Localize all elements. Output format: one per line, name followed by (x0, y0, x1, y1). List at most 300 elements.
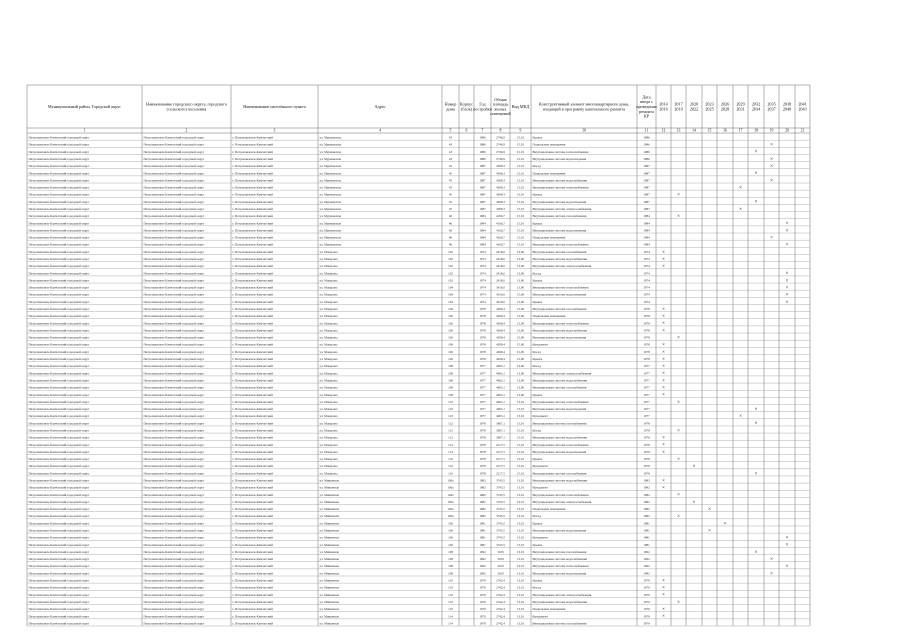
cell-c4: ул. Мурманская (319, 185, 341, 190)
cell-c2: Петропавловск-Камчатский городской округ (143, 585, 205, 590)
cell-c3: г. Петропавловск-Камчатский (232, 378, 273, 383)
cell-c2: Петропавловск-Камчатский городской округ (143, 349, 205, 354)
cell-c7: 1982 (479, 478, 486, 483)
cell-c8: 4299,4 (496, 314, 505, 319)
cell-c10: Крыша (532, 457, 543, 462)
schedule-mark-icon: × (662, 436, 665, 442)
cell-c3: г. Петропавловск-Камчатский (232, 399, 273, 404)
column-number-y9: 20 (785, 128, 789, 133)
cell-c7: 1977 (479, 364, 486, 369)
cell-c10: Внутридомовая система газоснабжения (532, 471, 587, 476)
cell-c11: 1981 (643, 521, 650, 526)
cell-c8: 2746,9 (496, 135, 505, 140)
cell-c5: 46 (448, 221, 453, 226)
cell-c3: г. Петропавловск-Камчатский (232, 192, 273, 197)
cell-c8: 3743,5 (496, 535, 505, 540)
cell-c4: ул. Мишенная (319, 492, 339, 497)
cell-c11: 1977 (643, 407, 650, 412)
cell-c9: 13,01 (516, 621, 525, 626)
cell-c11: 1978 (643, 449, 650, 454)
cell-c7: 1978 (479, 307, 486, 312)
cell-c11: 1977 (643, 392, 650, 397)
column-header-c2: Наименование городского округа, городского (сельского) поселения (146, 101, 227, 112)
cell-c5: 102 (448, 278, 453, 283)
cell-c10: Внутридомовая система теплоснабжения (532, 492, 589, 497)
cell-c11: 1978 (643, 328, 650, 333)
cell-c9: 13,01 (516, 514, 525, 519)
cell-c2: Петропавловск-Камчатский городской округ (143, 592, 205, 597)
cell-c10: Внутридомовая система газоснабжения (532, 385, 587, 390)
cell-c1: Петропавловск-Камчатский городской округ (28, 614, 90, 619)
cell-c5: 106 (448, 328, 453, 333)
cell-c9: 13,01 (516, 578, 525, 583)
cell-c3: г. Петропавловск-Камчатский (232, 571, 273, 576)
cell-c7: 1992 (479, 549, 486, 554)
cell-c1: Петропавловск-Камчатский городской округ (28, 314, 90, 319)
cell-c1: Петропавловск-Камчатский городской округ (28, 599, 90, 604)
cell-c10: Внутридомовая система электроснабжения (532, 592, 592, 597)
cell-c2: Петропавловск-Камчатский городской округ (143, 614, 205, 619)
schedule-mark-icon: × (662, 478, 665, 484)
cell-c4: ул. Макарова (319, 292, 338, 297)
cell-c7: 1987 (479, 206, 486, 211)
cell-c3: г. Петропавловск-Камчатский (232, 156, 273, 161)
cell-c11: 1982 (643, 514, 650, 519)
cell-c5: 106 (448, 521, 453, 526)
cell-c11: 1982 (643, 485, 650, 490)
cell-c10: Внутридомовая система теплоснабжения (532, 285, 589, 290)
table-row (29, 136, 651, 141)
cell-c5: 106а (447, 507, 454, 512)
cell-c5: 108 (448, 392, 453, 397)
cell-c1: Петропавловск-Камчатский городской округ (28, 457, 90, 462)
cell-c9: 13,01 (516, 614, 525, 619)
cell-c5: 110 (448, 585, 453, 590)
cell-c2: Петропавловск-Камчатский городской округ (143, 528, 205, 533)
cell-c11: 1978 (643, 335, 650, 340)
cell-c7: 1979 (479, 599, 486, 604)
schedule-mark-icon: × (677, 600, 680, 606)
cell-c11: 1974 (643, 285, 650, 290)
cell-c8: 2217,5 (496, 449, 505, 454)
cell-c4: ул. Мишенная (319, 535, 339, 540)
cell-c4: ул. Мурманская (319, 192, 341, 197)
cell-c7: 1984 (479, 214, 486, 219)
cell-c3: г. Петропавловск-Камчатский (232, 599, 273, 604)
cell-c2: Петропавловск-Камчатский городской округ (143, 185, 205, 190)
cell-c7: 1978 (479, 328, 486, 333)
table-header (48, 94, 807, 132)
cell-c10: Крыша (532, 135, 543, 140)
cell-c5: 110 (448, 578, 453, 583)
cell-c1: Петропавловск-Камчатский городской округ (28, 321, 90, 326)
cell-c9: 13,00 (516, 378, 525, 383)
cell-c4: ул. Мурманская (319, 221, 341, 226)
cell-c3: г. Петропавловск-Камчатский (232, 492, 273, 497)
column-header-y3: 2020 2022 (689, 101, 699, 112)
cell-c4: ул. Мишенная (319, 585, 339, 590)
cell-c4: ул. Макарова (319, 407, 338, 412)
cell-c3: г. Петропавловск-Камчатский (232, 514, 273, 519)
cell-c3: г. Петропавловск-Камчатский (232, 357, 273, 362)
column-number-y5: 16 (723, 128, 727, 133)
column-number-y1: 12 (661, 128, 666, 133)
cell-c4: ул. Макарова (319, 471, 338, 476)
cell-c7: 1986 (479, 142, 486, 147)
cell-c9: 15,01 (516, 421, 525, 426)
cell-c7: 1977 (479, 399, 486, 404)
cell-c8: 4299,4 (496, 307, 505, 312)
schedule-mark-icon: × (677, 214, 680, 220)
cell-c8: 4308,3 (496, 199, 505, 204)
cell-c11: 1982 (643, 507, 650, 512)
cell-c4: ул. Мурманская (319, 142, 341, 147)
cell-c10: Внутридомовая система теплоснабжения (532, 564, 589, 569)
cell-c3: г. Петропавловск-Камчатский (232, 549, 273, 554)
cell-c9: 15,01 (516, 435, 525, 440)
cell-c10: Внутридомовая система водоснабжения (532, 599, 587, 604)
cell-c7: 1978 (479, 349, 486, 354)
cell-c1: Петропавловск-Камчатский городской округ (28, 257, 90, 262)
column-number-c1: 1 (83, 128, 86, 133)
cell-c1: Петропавловск-Камчатский городской округ (28, 164, 90, 169)
cell-c11: 1987 (643, 206, 650, 211)
cell-c11: 1981 (643, 528, 650, 533)
schedule-mark-icon: × (754, 200, 758, 206)
cell-c8: 4299,4 (496, 321, 505, 326)
cell-c9: 15,00 (516, 328, 525, 333)
column-number-c11: 11 (644, 128, 649, 133)
schedule-mark-icon: × (785, 278, 789, 284)
cell-c9: 13,01 (516, 478, 525, 483)
cell-c5: 114 (448, 442, 453, 447)
cell-c10: Внутридомовая система газоснабжения (532, 549, 587, 554)
cell-c4: ул. Макарова (319, 385, 338, 390)
cell-c1: Петропавловск-Камчатский городской округ (28, 264, 90, 269)
column-header-c7: Год постройки (473, 101, 492, 112)
cell-c1: Петропавловск-Камчатский городской округ (28, 492, 90, 497)
cell-c9: 15,01 (516, 221, 525, 226)
cell-c1: Петропавловск-Камчатский городской округ (28, 378, 90, 383)
cell-c5: 112 (448, 435, 453, 440)
cell-c3: г. Петропавловск-Камчатский (232, 464, 273, 469)
cell-c5: 108 (448, 385, 453, 390)
cell-c5: 45 (448, 164, 453, 169)
cell-c10: Внутридомовая система водоотведения (532, 199, 587, 204)
cell-c7: 1979 (479, 578, 486, 583)
cell-c3: г. Петропавловск-Камчатский (232, 335, 273, 340)
cell-c5: 108 (448, 571, 453, 576)
table-body (29, 136, 789, 627)
cell-c7: 1992 (479, 564, 486, 569)
schedule-mark-icon: × (770, 571, 773, 577)
schedule-mark-icon: × (754, 150, 758, 156)
cell-c4: ул. Мурманская (319, 235, 341, 240)
cell-c1: Петропавловск-Камчатский городской округ (28, 478, 90, 483)
cell-c2: Петропавловск-Камчатский городской округ (143, 192, 205, 197)
cell-c3: г. Петропавловск-Камчатский (232, 328, 273, 333)
cell-c11: 1992 (643, 557, 650, 562)
cell-c2: Петропавловск-Камчатский городской округ (143, 149, 205, 154)
cell-c11: 1986 (643, 135, 650, 140)
cell-c1: Петропавловск-Камчатский городской округ (28, 414, 90, 419)
cell-c2: Петропавловск-Камчатский городской округ (143, 242, 205, 247)
cell-c8: 3743,5 (496, 542, 505, 547)
cell-c2: Петропавловск-Камчатский городской округ (143, 271, 205, 276)
cell-c10: Фасад (532, 428, 541, 433)
cell-c11: 1987 (643, 185, 650, 190)
column-number-c8: 8 (499, 128, 502, 133)
cell-c11: 1978 (643, 471, 650, 476)
column-header-c1: Муниципальный район, Городской округ (47, 104, 122, 109)
cell-c7: 1984 (479, 242, 486, 247)
cell-c5: 116 (448, 471, 453, 476)
cell-c11: 1979 (643, 607, 650, 612)
cell-c9: 13,00 (516, 371, 525, 376)
cell-c5: 45 (448, 178, 453, 183)
schedule-mark-icon: × (662, 257, 665, 263)
column-header-c11: Дата ввода с проведения ремонта КР (636, 94, 657, 119)
cell-c2: Петропавловск-Камчатский городской округ (143, 221, 205, 226)
cell-c8: 3743,5 (496, 478, 505, 483)
cell-c8: 4063,1 (496, 407, 505, 412)
cell-c11: 1982 (643, 478, 650, 483)
cell-c2: Петропавловск-Камчатский городской округ (143, 357, 205, 362)
cell-c2: Петропавловск-Камчатский городской округ (143, 428, 205, 433)
cell-c1: Петропавловск-Камчатский городской округ (28, 357, 90, 362)
cell-c1: Петропавловск-Камчатский городской округ (28, 135, 90, 140)
cell-c1: Петропавловск-Камчатский городской округ (28, 464, 90, 469)
cell-c11: 1978 (643, 435, 650, 440)
cell-c9: 13,01 (516, 549, 525, 554)
table-row (29, 621, 651, 626)
cell-c4: ул. Мишенная (319, 528, 339, 533)
cell-c1: Петропавловск-Камчатский городской округ (28, 571, 90, 576)
cell-c11: 1978 (643, 464, 650, 469)
schedule-mark-icon: × (662, 264, 665, 270)
cell-c4: ул. Мурманская (319, 171, 341, 176)
cell-c7: 1978 (479, 464, 486, 469)
cell-c7: 1979 (479, 621, 486, 626)
schedule-mark-icon: × (662, 614, 665, 620)
cell-c9: 13,00 (516, 278, 525, 283)
schedule-mark-icon: × (739, 414, 742, 420)
cell-c5: 102 (448, 249, 453, 254)
cell-c9: 13,01 (516, 492, 525, 497)
schedule-mark-icon: × (785, 243, 789, 249)
cell-c9: 13,01 (516, 507, 525, 512)
cell-c2: Петропавловск-Камчатский городской округ (143, 549, 205, 554)
cell-c9: 15,01 (516, 464, 525, 469)
cell-c2: Петропавловск-Камчатский городской округ (143, 471, 205, 476)
cell-c11: 1979 (643, 592, 650, 597)
cell-c4: ул. Мишенная (319, 578, 339, 583)
cell-c7: 1974 (479, 278, 486, 283)
cell-c9: 13,01 (516, 571, 525, 576)
cell-c9: 13,01 (516, 585, 525, 590)
column-header-y1: 2014 2016 (659, 101, 668, 112)
cell-c10: Крыша (532, 221, 543, 226)
cell-c1: Петропавловск-Камчатский городской округ (28, 242, 90, 247)
cell-c11: 1977 (643, 414, 650, 419)
cell-c4: ул. Макарова (319, 414, 338, 419)
cell-c2: Петропавловск-Камчатский городской округ (143, 442, 205, 447)
schedule-mark-icon: × (677, 493, 680, 499)
cell-c9: 13,00 (516, 364, 525, 369)
cell-c4: ул. Макарова (319, 428, 338, 433)
cell-c1: Петропавловск-Камчатский городской округ (28, 364, 90, 369)
cell-c10: Внутридомовая система водоотведения (532, 528, 587, 533)
cell-c8: 4299,4 (496, 349, 505, 354)
schedule-mark-icon: × (662, 321, 665, 327)
schedule-mark-icon: × (662, 364, 665, 370)
cell-c9: 13,01 (516, 407, 525, 412)
cell-c1: Петропавловск-Камчатский городской округ (28, 278, 90, 283)
cell-c4: ул. Макарова (319, 249, 338, 254)
cell-c1: Петропавловск-Камчатский городской округ (28, 142, 90, 147)
cell-c10: Внутридомовая система водоснабжения (532, 435, 587, 440)
schedule-mark-icon: × (739, 207, 742, 213)
cell-c3: г. Петропавловск-Камчатский (232, 314, 273, 319)
cell-c10: Внутридомовая система водоотведения (532, 407, 587, 412)
schedule-mark-icon: × (785, 228, 789, 234)
cell-c9: 13,00 (516, 385, 525, 390)
cell-c2: Петропавловск-Камчатский городской округ (143, 135, 205, 140)
cell-c1: Петропавловск-Камчатский городской округ (28, 249, 90, 254)
cell-c5: 106 (448, 321, 453, 326)
cell-c11: 1974 (643, 264, 650, 269)
cell-c5: 106а (447, 492, 454, 497)
schedule-mark-icon: × (662, 450, 665, 456)
cell-c4: ул. Макарова (319, 457, 338, 462)
cell-c11: 1984 (643, 228, 650, 233)
cell-c3: г. Петропавловск-Камчатский (232, 221, 273, 226)
cell-c8: 3743,5 (496, 485, 505, 490)
cell-c8: 4166,7 (496, 214, 505, 219)
schedule-mark-icon: × (662, 386, 665, 392)
cell-c11: 1978 (643, 342, 650, 347)
cell-c7: 1974 (479, 299, 486, 304)
cell-c8: 4299,4 (496, 328, 505, 333)
cell-c10: Фасад (532, 164, 541, 169)
cell-c1: Петропавловск-Камчатский городской округ (28, 199, 90, 204)
cell-c9: 15,00 (516, 307, 525, 312)
cell-c8: 4308,3 (496, 164, 505, 169)
cell-c7: 1982 (479, 499, 486, 504)
cell-c3: г. Петропавловск-Камчатский (232, 478, 273, 483)
cell-c4: ул. Мурманская (319, 199, 341, 204)
cell-c7: 1987 (479, 192, 486, 197)
cell-c9: 15,00 (516, 285, 525, 290)
column-number-y7: 18 (754, 128, 758, 133)
cell-c9: 13,01 (516, 485, 525, 490)
cell-c3: г. Петропавловск-Камчатский (232, 235, 273, 240)
cell-c11: 1987 (643, 164, 650, 169)
cell-c7: 1992 (479, 557, 486, 562)
cell-c5: 102 (448, 271, 453, 276)
cell-c11: 1974 (643, 249, 650, 254)
cell-c2: Петропавловск-Камчатский городской округ (143, 321, 205, 326)
cell-c3: г. Петропавловск-Камчатский (232, 449, 273, 454)
cell-c8: 3910,6 (496, 299, 505, 304)
cell-c10: Подвальные помещения (532, 171, 566, 176)
cell-c4: ул. Мишенная (319, 549, 339, 554)
cell-c8: 2742,4 (496, 599, 505, 604)
cell-c8: 3743,5 (496, 528, 505, 533)
cell-c3: г. Петропавловск-Камчатский (232, 135, 273, 140)
cell-c10: Внутридомовая система водоснабжения (532, 257, 587, 262)
cell-c5: 45 (448, 185, 453, 190)
cell-c3: г. Петропавловск-Камчатский (232, 592, 273, 597)
schedule-mark-icon: × (692, 500, 696, 506)
cell-c4: ул. Макарова (319, 321, 338, 326)
cell-c9: 15,00 (516, 342, 525, 347)
column-number-c9: 9 (519, 128, 522, 133)
cell-c9: 15,01 (516, 242, 525, 247)
cell-c11: 1984 (643, 214, 650, 219)
cell-c8: 4063,1 (496, 371, 505, 376)
cell-c7: 1978 (479, 449, 486, 454)
cell-c2: Петропавловск-Камчатский городской округ (143, 599, 205, 604)
cell-c8: 4308,3 (496, 171, 505, 176)
column-header-y5: 2026 2028 (720, 101, 730, 112)
column-header-c9: Вид МКД (511, 104, 530, 109)
cell-c5: 106 (448, 335, 453, 340)
cell-c9: 15,00 (516, 335, 525, 340)
cell-c3: г. Петропавловск-Камчатский (232, 621, 273, 626)
cell-c8: 2418,6 (496, 278, 505, 283)
cell-c7: 1974 (479, 257, 486, 262)
schedule-mark-icon: × (770, 557, 773, 563)
cell-c7: 1978 (479, 428, 486, 433)
schedule-mark-icon: × (785, 285, 789, 291)
cell-c2: Петропавловск-Камчатский городской округ (143, 478, 205, 483)
cell-c5: 45 (448, 199, 453, 204)
cell-c8: 2217,5 (496, 457, 505, 462)
cell-c7: 1979 (479, 585, 486, 590)
cell-c5: 110 (448, 414, 453, 419)
column-number-c3: 3 (273, 128, 276, 133)
cell-c8: 4299,4 (496, 342, 505, 347)
cell-c8: 3109 (497, 571, 504, 576)
cell-c11: 1978 (643, 421, 650, 426)
cell-c4: ул. Макарова (319, 378, 338, 383)
cell-c1: Петропавловск-Камчатский городской округ (28, 507, 90, 512)
cell-c5: 108 (448, 371, 453, 376)
cell-c8: 3967,1 (496, 435, 505, 440)
cell-c4: ул. Мурманская (319, 242, 341, 247)
cell-c8: 3743,5 (496, 499, 505, 504)
cell-c9: 15,01 (516, 185, 525, 190)
cell-c9: 15,00 (516, 299, 525, 304)
cell-c4: ул. Мишенная (319, 485, 339, 490)
cell-c1: Петропавловск-Камчатский городской округ (28, 435, 90, 440)
cell-c5: 102 (448, 264, 453, 269)
cell-c8: 2217,5 (496, 442, 505, 447)
cell-c1: Петропавловск-Камчатский городской округ (28, 407, 90, 412)
cell-c11: 1982 (643, 499, 650, 504)
cell-c9: 13,01 (516, 528, 525, 533)
cell-c2: Петропавловск-Камчатский городской округ (143, 557, 205, 562)
cell-c4: ул. Мишенная (319, 607, 339, 612)
cell-c1: Петропавловск-Камчатский городской округ (28, 156, 90, 161)
cell-c1: Петропавловск-Камчатский городской округ (28, 214, 90, 219)
cell-c1: Петропавловск-Камчатский городской округ (28, 578, 90, 583)
cell-c2: Петропавловск-Камчатский городской округ (143, 199, 205, 204)
cell-c11: 1978 (643, 357, 650, 362)
cell-c1: Петропавловск-Камчатский городской округ (28, 192, 90, 197)
cell-c10: Подвальные помещения (532, 507, 566, 512)
